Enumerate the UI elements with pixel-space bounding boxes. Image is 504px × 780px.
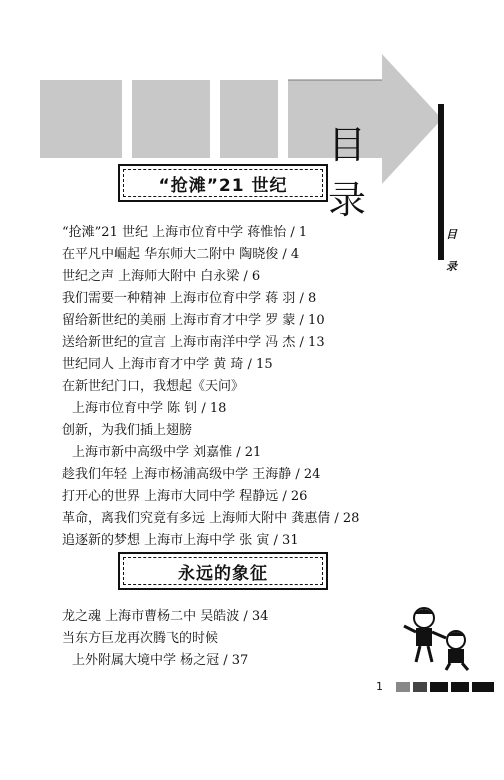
side-label-1: 目 <box>446 228 457 241</box>
page-number: 1 <box>376 680 383 693</box>
toc-entry: 革命，离我们究竟有多远 上海师大附中 龚惠倩 / 28 <box>62 511 360 526</box>
toc-entry: 留给新世纪的美丽 上海市育才中学 罗 蒙 / 10 <box>62 313 325 328</box>
toc-entry: 趁我们年轻 上海市杨浦高级中学 王海静 / 24 <box>62 467 321 482</box>
section-title-2: 永远的象征 <box>178 563 268 584</box>
toc-entry: 创新，为我们插上翅膀 <box>62 423 193 438</box>
toc-entry: 追逐新的梦想 上海市上海中学 张 寅 / 31 <box>62 533 299 548</box>
section-header-1 <box>118 164 328 202</box>
page-title: 目 录 <box>328 123 387 222</box>
side-bar <box>438 104 444 260</box>
toc-entry: 当东方巨龙再次腾飞的时候 <box>62 631 219 646</box>
footer-decoration <box>396 682 494 692</box>
toc-entry: 龙之魂 上海市曹杨二中 吴皓波 / 34 <box>62 609 269 624</box>
toc-entry: 上海市新中高级中学 刘嘉惟 / 21 <box>72 445 262 460</box>
toc-entry: 世纪之声 上海师大附中 白永梁 / 6 <box>62 269 261 284</box>
toc-list-2 <box>62 606 268 672</box>
banner-block-2 <box>132 80 210 158</box>
side-label-2: 录 <box>446 260 457 273</box>
toc-entry: 上外附属大境中学 杨之冠 / 37 <box>72 653 249 668</box>
toc-entry: 上海市位育中学 陈 钊 / 18 <box>72 401 227 416</box>
cartoon-figures-illustration <box>398 602 478 672</box>
toc-entry: 在平凡中崛起 华东师大二附中 陶晓俊 / 4 <box>62 247 300 262</box>
toc-entry: 世纪同人 上海市育才中学 黄 琦 / 15 <box>62 357 273 372</box>
toc-list-1 <box>62 222 359 552</box>
toc-entry: 送给新世纪的宣言 上海市南洋中学 冯 杰 / 13 <box>62 335 325 350</box>
toc-entry: 在新世纪门口，我想起《天问》 <box>62 379 245 394</box>
toc-entry: 打开心的世界 上海市大同中学 程静远 / 26 <box>62 489 308 504</box>
section-header-2 <box>118 552 328 590</box>
toc-entry: “抢滩”21 世纪 上海市位育中学 蒋惟怡 / 1 <box>62 225 308 240</box>
banner-block-1 <box>40 80 122 158</box>
banner-block-3 <box>220 80 278 158</box>
section-title-1: “抢滩”21 世纪 <box>158 175 288 196</box>
toc-entry: 我们需要一种精神 上海市位育中学 蒋 羽 / 8 <box>62 291 317 306</box>
